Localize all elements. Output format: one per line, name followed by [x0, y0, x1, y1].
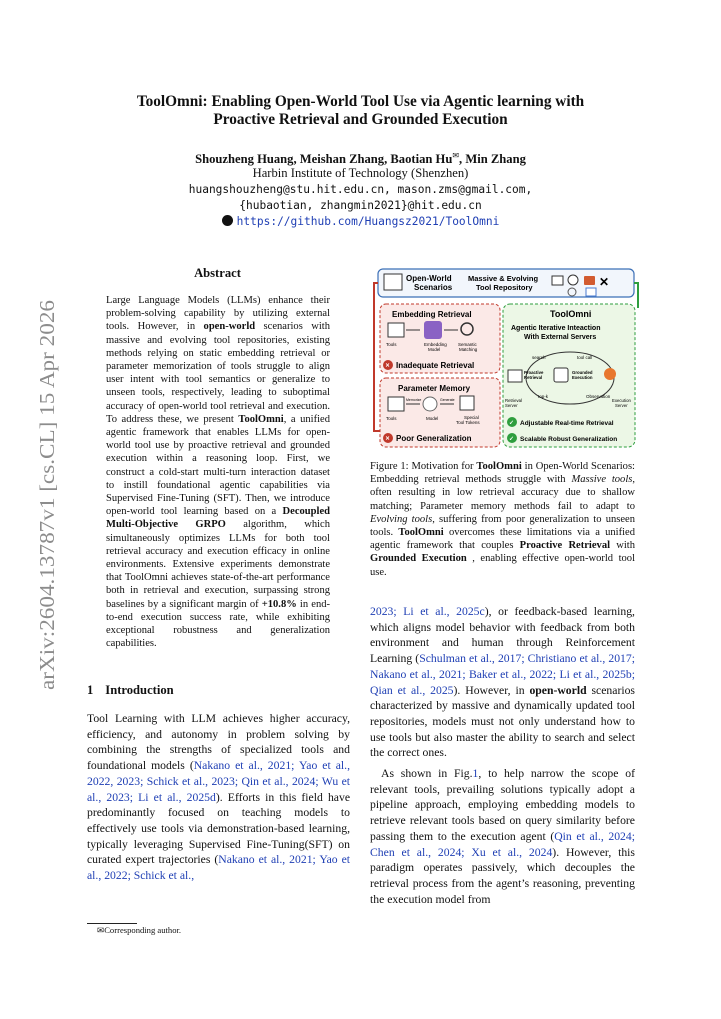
embedding-fail: Inadequate Retrieval: [396, 361, 475, 370]
body-text: scenarios characterized by massive and dynamically updated tool repositories, models must not only understand how to use tools but also master the ability to search and select the correct ones.: [370, 683, 635, 760]
title-line-2: Proactive Retrieval and Grounded Execution: [213, 111, 508, 128]
email-block: [96, 182, 625, 214]
caption-text: with: [610, 540, 636, 552]
loop-retrieval: Proactive Retrieval: [524, 370, 544, 380]
figure-ref-link[interactable]: 1: [472, 767, 479, 781]
execution-server-icon: [604, 368, 616, 380]
param-label-special: Special Tool Tokens: [456, 415, 480, 425]
abstract-text: in end-to-end execution success rate, while exhibiting exceptional robustness and generalization capabilities.: [106, 598, 330, 650]
body-text: ), or feedback-based learning, which aligns model behavior with feedback from both environment and human through Reinforcement Learning (: [370, 605, 635, 666]
omni-ok-1: Adjustable Real-time Retrieval: [520, 420, 614, 427]
citation-link[interactable]: Schulman et al., 2017; Christiano et al., 2017; Nakano et al., 2021; Baker et al., 2022; Li et al., 2025b; Qian et al., 2025: [370, 652, 635, 697]
param-label-tools: Tools: [386, 416, 397, 421]
arxiv-side-stamp: [20, 298, 66, 690]
fail-x: ×: [385, 362, 390, 370]
affiliation: Harbin Institute of Technology (Shenzhen): [252, 166, 469, 180]
open-world-label: Open-World Scenarios: [406, 274, 453, 292]
body-text: ). However, in: [453, 683, 530, 697]
emb-label-tools: Tools: [386, 342, 397, 347]
abstract-bold: open-world: [203, 321, 256, 333]
globe-icon: [568, 275, 578, 285]
body-bold: open-world: [529, 683, 587, 697]
citation-link[interactable]: 2023; Li et al., 2025c: [370, 605, 485, 618]
abstract-text: algorithm, which simultaneously optimizes LLMs for both tool retrieval accuracy and execution efficacy in online environments. Extensive experiments demonstrate that ToolOmni achieves state-of-the-art performance both in retrieval and execution, surpassing strong baselines by a significant margin of: [106, 519, 330, 610]
caption-text: overcomes these limitations via a unified agentic framework that couples: [370, 527, 635, 552]
figure-caption: [370, 460, 635, 579]
caption-bold: ToolOmni: [476, 461, 522, 472]
repo-label: Massive & Evolving Tool Repository: [468, 274, 539, 292]
loop-observation: Observation: [586, 394, 611, 399]
section-heading: [87, 683, 186, 698]
citation-link[interactable]: Nakano et al., 2021; Yao et al., 2022; Schick et al.,: [87, 853, 351, 883]
abstract-heading: Abstract: [194, 266, 241, 280]
intro-right-column: [370, 604, 635, 907]
abstract-text: , a unified agentic framework that enables LLMs for open-world tool use by proactive retrieval and grounded execution within a reasoning loop. First, we construct a cold-start multi-turn interaction dataset to instill foundational agentic capabilities via Supervised Fine-Tuning (SFT). Then, we introduce open-world tool learning based on a: [106, 413, 330, 518]
caption-text: Figure 1: Motivation for: [370, 461, 477, 472]
token-icon: [460, 396, 474, 410]
tools-icon: [388, 323, 404, 337]
check-mark: ✓: [509, 420, 515, 427]
emb-label-model: Embedding Model: [424, 342, 447, 352]
figure-1: [372, 266, 641, 448]
title-line-1: ToolOmni: Enabling Open-World Tool Use via Agentic learning with: [136, 93, 585, 110]
monitor-icon: [384, 274, 402, 290]
emb-label-matching: Semantic Matching: [458, 342, 478, 352]
param-label-model: Model: [426, 416, 439, 421]
loop-search: search: [532, 355, 546, 360]
authors-text: Shouzheng Huang, Meishan Zhang, Baotian Hu: [195, 152, 453, 167]
emails-line-1: huangshouzheng@stu.hit.edu.cn, mason.zms@gmail.com,: [188, 183, 533, 196]
caption-bold: ToolOmni: [398, 527, 444, 539]
abstract-text: scenarios with massive and evolving tool repositories, existing methods relying on static embedding retrieval or parameter memorization of tools struggle to align user intent with tool semantics or generalize to unseen tools, respectively, leading to suboptimal accuracy of open-world tool retrieval and execution. To address these, we present: [106, 321, 330, 425]
emails-line-2: {hubaotian, zhangmin2021}@hit.edu.cn: [239, 199, 482, 212]
agent-icon: [554, 368, 568, 382]
body-text: ). Efforts in this field have predominantly focused on teaching models to effectively use tools via demonstration-based learning, typically leveraging Supervised Fine-Tuning(SFT) on curated expert trajectories (: [87, 790, 351, 867]
toolomni-subtitle: Agentic Iterative Inteaction With External Servers: [511, 325, 601, 341]
tools-cross-icon: ✕: [599, 275, 610, 289]
caption-bold: Grounded Execution: [370, 553, 467, 565]
body-text: Tool Learning with LLM achieves higher accuracy, efficiency, and autonomy in problem solving by combining the strengths of specialized tools and foundational models (: [87, 712, 350, 773]
loop-retrieval-server: Retrieval Server: [505, 398, 522, 408]
repo-link[interactable]: https://github.com/Huangsz2021/ToolOmni: [236, 215, 500, 228]
caption-bold: Proactive Retrieval: [519, 540, 611, 552]
abstract-bold: ToolOmni: [238, 413, 284, 425]
body-text: , to help narrow the scope of relevant tools, prevailing solutions typically adopt a pipeline approach, employing embedding models to retrieve relevant tools based on query similarity before passing them to the execution agent (: [370, 767, 635, 843]
citation-link[interactable]: Qin et al., 2024; Chen et al., 2024; Xu et al., 2024: [370, 829, 635, 859]
loop-execution: Grounded Execution: [572, 370, 593, 380]
paper-title: [96, 93, 625, 129]
caption-text: , enabling effective open-world tool use.: [370, 553, 635, 578]
intro-left-column: [87, 711, 350, 884]
briefcase-icon: [584, 276, 595, 285]
caption-text: in Open-World Scenarios: Embedding retrieval methods struggle with: [370, 461, 635, 486]
arxiv-stamp-text: arXiv:2604.13787v1 [cs.CL] 15 Apr 2026: [35, 336, 59, 690]
tools-icon: [388, 397, 404, 411]
caption-italic: Massive tools: [571, 474, 633, 486]
body-text: As shown in Fig.: [381, 767, 473, 781]
abstract-bold: Decoupled Multi-Objective GRPO: [106, 506, 330, 531]
caption-text: , often resulting in low retrieval accuracy due to shallow matching; Parameter memory methods fail to adapt to: [370, 474, 635, 512]
embedding-title: Embedding Retrieval: [392, 310, 472, 319]
paragraph: [370, 766, 635, 907]
left-connector: [374, 283, 380, 431]
api-icon: [586, 288, 596, 296]
author-list: [96, 151, 625, 167]
retrieval-icon: [508, 370, 522, 382]
section-number: 1: [87, 683, 94, 697]
param-label-memorize: Memorize: [406, 398, 422, 402]
loop-topk: top-k: [538, 394, 549, 399]
paragraph: [370, 604, 635, 761]
author-last: , Min Zhang: [459, 152, 526, 167]
citation-link[interactable]: Nakano et al., 2021; Yao et al., 2022, 2023; Schick et al., 2023; Qin et al., 2024; Wu et al., 2023; Li et al., 2025d: [87, 759, 350, 804]
abstract-text: Large Language Models (LLMs) enhance their problem-solving capability by utilizing external tools. However, in: [106, 295, 330, 333]
abstract-body: [106, 294, 330, 650]
embedding-model-icon: [424, 321, 442, 339]
omni-ok-2: Scalable Robust Generalization: [520, 436, 618, 443]
toolomni-title: ToolOmni: [550, 309, 592, 319]
footnote-rule: [87, 923, 137, 924]
model-gear-icon: [423, 397, 437, 411]
abstract-bold: +10.8%: [261, 598, 297, 610]
param-label-generate: Generate: [440, 398, 455, 402]
parameter-fail: Poor Generalization: [396, 434, 472, 443]
corresponding-mark: ✉: [452, 151, 460, 160]
parameter-title: Parameter Memory: [398, 384, 471, 393]
loop-toolcall: tool call: [577, 355, 593, 360]
caption-italic: Evolving tools: [370, 513, 433, 525]
fail-x: ×: [385, 435, 390, 443]
footnote: ✉Corresponding author.: [97, 925, 182, 935]
section-title: Introduction: [105, 683, 174, 697]
terminal-icon: [552, 276, 563, 285]
caption-text: , suffering from poor generalization to unseen tools.: [370, 513, 635, 539]
github-icon: [222, 215, 233, 226]
body-text: ). However, this paradigm operates passively, which decouples the retrieval process from the agent’s reasoning, preventing the execution model from: [370, 845, 635, 906]
loop-execution-server: Execution Server: [612, 398, 631, 408]
repo-link-row: [96, 215, 625, 228]
check-mark: ✓: [509, 436, 515, 443]
